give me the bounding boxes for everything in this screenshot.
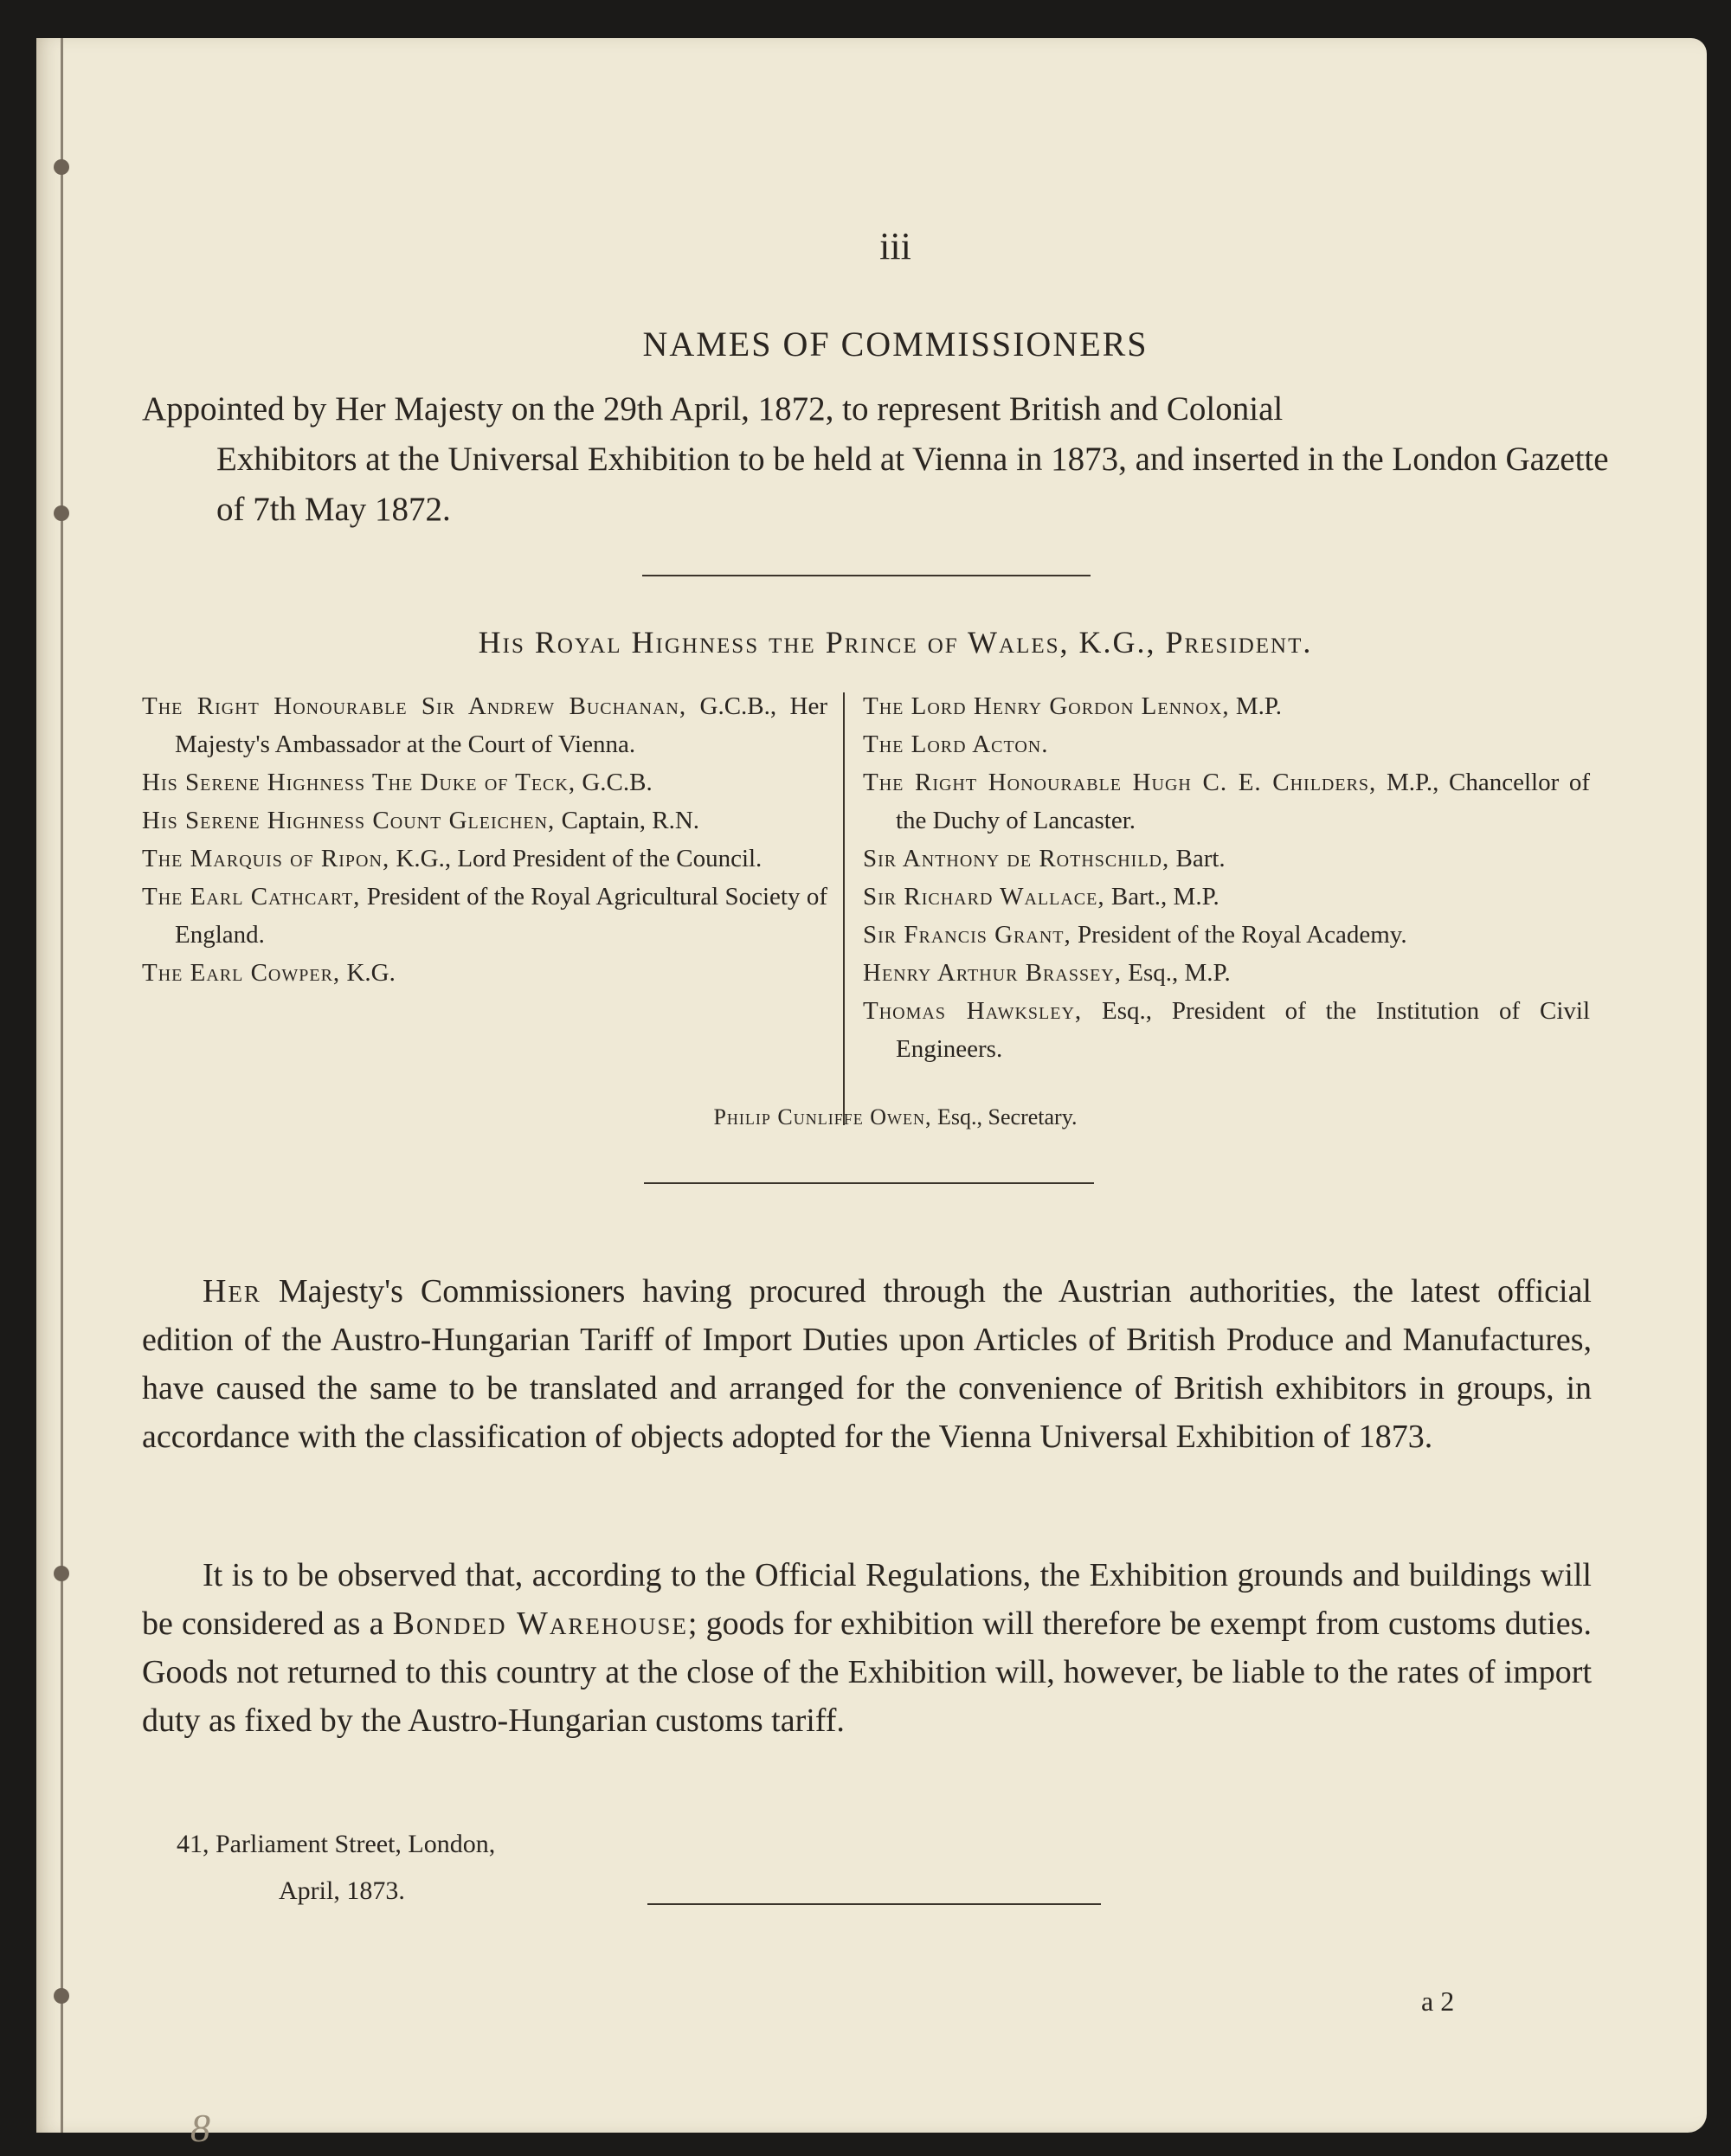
divider-rule: [642, 575, 1091, 576]
signature-mark: a 2: [1421, 1985, 1455, 2017]
bonded-warehouse-paragraph: [142, 1551, 1592, 1745]
commissioner-name: His Serene Highness The Duke of Teck,: [142, 769, 576, 796]
paragraph-lead-word: Her: [203, 1273, 261, 1310]
binding-stitch: [54, 1566, 69, 1581]
commissioner-name: Thomas Hawksley,: [863, 997, 1083, 1025]
commissioner-name: Sir Francis Grant,: [863, 921, 1071, 949]
commissioner-name: Sir Richard Wallace,: [863, 883, 1105, 911]
commissioner-entry: [863, 954, 1590, 992]
commissioner-name: The Earl Cathcart,: [142, 883, 361, 911]
address-line: 41, Parliament Street, London,: [177, 1830, 496, 1858]
divider-rule: [647, 1903, 1101, 1905]
divider-rule: [644, 1182, 1094, 1184]
commissioner-detail: Bart.: [1175, 845, 1226, 872]
appointment-continuation: Exhibitors at the Universal Exhibition to be held at Vienna in 1873, and inserted in the London Gazette of 7th May 1872.: [216, 441, 1609, 528]
commissioner-name: The Right Honourable Sir Andrew Buchanan,: [142, 692, 687, 720]
secretary-line: [36, 1104, 1731, 1130]
commissioner-entry: [142, 763, 827, 801]
commissioner-detail: Captain, R.N.: [561, 807, 700, 834]
appointment-statement: [142, 384, 1613, 535]
commissioner-entry: [863, 763, 1590, 840]
binding-stitch: [54, 505, 69, 521]
address-block: [177, 1821, 495, 1915]
commissioner-detail: Bart., M.P.: [1110, 883, 1219, 911]
commissioner-name: The Marquis of Ripon,: [142, 845, 390, 872]
intro-paragraph: [142, 1267, 1592, 1461]
pencil-mark: 8: [190, 2106, 210, 2150]
commissioner-entry: [142, 687, 827, 763]
commissioner-detail: Esq., M.P.: [1128, 959, 1231, 987]
commissioner-detail: M.P., Chancellor of the Duchy of Lancaster.: [896, 769, 1591, 834]
appointment-first-line: Appointed by Her Majesty on the 29th April, 1872, to represent British and Colonial: [142, 390, 1284, 428]
commissioner-entry: [863, 725, 1590, 763]
commissioner-entry: [863, 916, 1590, 954]
commissioner-detail: K.G.: [346, 959, 396, 987]
commissioner-name: The Lord Henry Gordon Lennox,: [863, 692, 1230, 720]
commissioner-name: Henry Arthur Brassey,: [863, 959, 1122, 987]
secretary-name: Philip Cunliffe Owen,: [713, 1104, 932, 1129]
president-line: His Royal Highness the Prince of Wales, K.G., President.: [478, 625, 1313, 660]
commissioner-name: Sir Anthony de Rothschild,: [863, 845, 1170, 872]
commissioner-entry: [863, 687, 1590, 725]
secretary-title: Esq., Secretary.: [937, 1104, 1078, 1129]
commissioner-detail: G.C.B.: [582, 769, 653, 796]
commissioner-detail: M.P.: [1235, 692, 1283, 720]
commissioner-entry: [863, 840, 1590, 878]
binding-stitch: [54, 159, 69, 175]
page: [36, 38, 1707, 2150]
page-title: NAMES OF COMMISSIONERS: [642, 325, 1149, 364]
commissioner-entry: [142, 801, 827, 840]
column-divider: [843, 692, 845, 1125]
commissioner-name: The Earl Cowper,: [142, 959, 341, 987]
paragraph-text: Majesty's Commissioners having procured through the Austrian authorities, the latest official edition of the Austro-Hungarian Tariff of Import Duties upon Articles of British Produce and Manufactures, have caused the same to be translated and arranged for the convenience of British exhibitors in groups, in accordance with the classification of objects adopted for the Vienna Universal Exhibition of 1873.: [142, 1273, 1592, 1455]
commissioner-entry: [863, 992, 1590, 1068]
commissioner-detail: President of the Royal Agricultural Society of England.: [175, 883, 828, 949]
commissioner-name: The Lord Acton.: [863, 730, 1049, 758]
commissioner-entry: [142, 878, 827, 954]
commissioner-detail: K.G., Lord President of the Council.: [396, 845, 763, 872]
commissioner-detail: Esq., President of the Institution of Civil Engineers.: [896, 997, 1591, 1063]
commissioner-entry: [142, 954, 827, 992]
commissioner-name: The Right Honourable Hugh C. E. Childers,: [863, 769, 1377, 796]
commissioner-name: His Serene Highness Count Gleichen,: [142, 807, 556, 834]
date-line: April, 1873.: [279, 1876, 405, 1905]
binding-stitch: [54, 1988, 69, 2004]
commissioners-left-column: [142, 687, 827, 992]
paragraph-text: ; goods for exhibition will therefore be exempt from customs duties. Goods not returned to this country at the close of the Exhibition will, however, be liable to the rates of import duty as fixed by the Austro-Hungarian customs tariff.: [142, 1606, 1592, 1739]
commissioners-right-column: [863, 687, 1590, 1068]
paragraph-text: It is to be observed that, according to the Official Regulations, the Exhibition grounds and buildings will be considered as a: [142, 1557, 1592, 1642]
commissioner-detail: President of the Royal Academy.: [1078, 921, 1407, 949]
bonded-warehouse-term: Bonded Warehouse: [392, 1606, 688, 1642]
commissioner-entry: [863, 878, 1590, 916]
page-number: iii: [879, 225, 911, 267]
commissioner-entry: [142, 840, 827, 878]
commissioner-detail: G.C.B., Her Majesty's Ambassador at the Court of Vienna.: [175, 692, 828, 758]
